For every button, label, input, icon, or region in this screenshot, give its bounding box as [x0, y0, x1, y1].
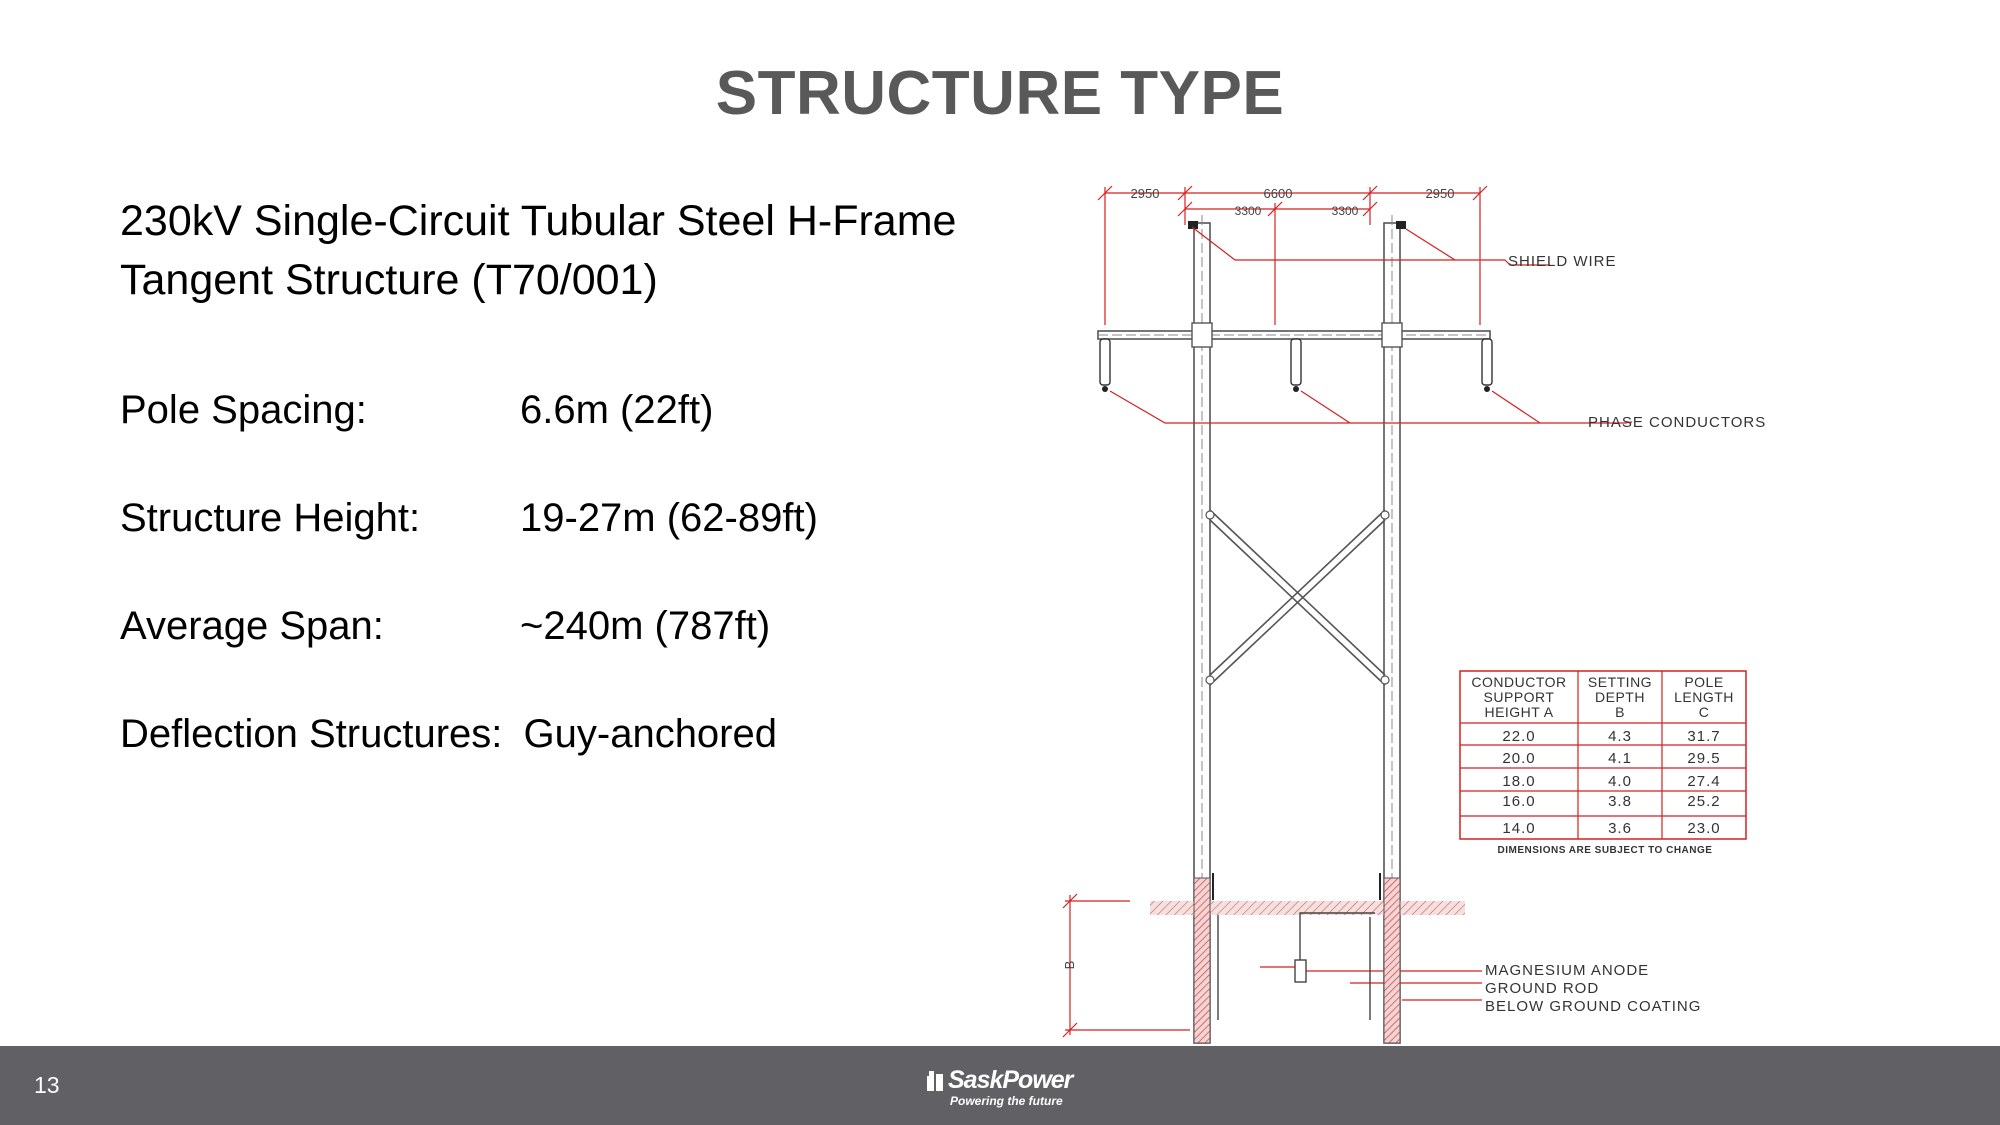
- setting-depth-dimension: [1063, 894, 1190, 1037]
- table-header: HEIGHT A: [1484, 704, 1554, 720]
- dim-label-half-left: 3300: [1234, 204, 1262, 218]
- callout-leaders: [1110, 227, 1632, 1000]
- dimension-table: [1460, 671, 1746, 839]
- depth-label-b: B: [1062, 960, 1077, 970]
- table-cell: 3.8: [1608, 793, 1632, 810]
- callout-ground-rod: GROUND ROD: [1485, 980, 1600, 997]
- table-cell: 31.7: [1687, 728, 1721, 745]
- shield-wire-clamps: [1188, 221, 1406, 229]
- spec-pole-spacing: [120, 388, 714, 433]
- spec-label: Average Span:: [120, 604, 384, 648]
- callout-phase-conductors: PHASE CONDUCTORS: [1588, 414, 1767, 431]
- spec-label: Deflection Structures:: [120, 712, 503, 756]
- table-cell: 22.0: [1502, 728, 1536, 745]
- table-header: B: [1615, 704, 1625, 720]
- magnesium-anode: [1295, 960, 1306, 982]
- footer-bar: [0, 1046, 2000, 1125]
- table-cell: 27.4: [1687, 773, 1721, 790]
- spec-value: 6.6m (22ft): [520, 388, 714, 432]
- spec-label: Pole Spacing:: [120, 388, 367, 432]
- table-cell: 25.2: [1687, 793, 1721, 810]
- structure-heading: [120, 192, 1020, 310]
- callout-shield-wire: SHIELD WIRE: [1508, 253, 1617, 270]
- table-header: C: [1698, 704, 1710, 720]
- table-cell: 18.0: [1502, 773, 1536, 790]
- table-cell: 14.0: [1502, 820, 1536, 837]
- spec-average-span: [120, 604, 771, 649]
- spec-value: ~240m (787ft): [520, 604, 771, 648]
- insulators: [1100, 339, 1492, 385]
- dim-label-center: 6600: [1263, 186, 1293, 201]
- h-frame-structure-drawing: [1050, 165, 1800, 1045]
- callout-magnesium-anode: MAGNESIUM ANODE: [1485, 962, 1650, 979]
- callout-below-ground-coating: BELOW GROUND COATING: [1485, 998, 1702, 1015]
- table-cell: 4.3: [1608, 728, 1632, 745]
- spec-structure-height: [120, 496, 818, 541]
- table-cell: 3.6: [1608, 820, 1632, 837]
- logo-wordmark: SaskPower: [948, 1066, 1073, 1094]
- x-bracing: [1210, 510, 1385, 685]
- dimension-lines: [1098, 186, 1487, 325]
- page-number: 13: [34, 1072, 60, 1098]
- heading-line-2: Tangent Structure (T70/001): [120, 256, 658, 304]
- spec-value: 19-27m (62-89ft): [520, 496, 818, 540]
- table-header: SUPPORT: [1483, 689, 1555, 705]
- table-header: SETTING: [1587, 674, 1653, 690]
- spec-deflection-structures: [120, 712, 777, 757]
- table-cell: 16.0: [1502, 793, 1536, 810]
- table-header: POLE: [1684, 674, 1724, 690]
- dim-label-left: 2950: [1130, 186, 1160, 201]
- table-header: CONDUCTOR: [1471, 674, 1567, 690]
- table-cell: 29.5: [1687, 750, 1721, 767]
- saskpower-logo: [922, 1068, 1082, 1114]
- table-header: DEPTH: [1595, 689, 1645, 705]
- table-cell: 4.0: [1608, 773, 1632, 790]
- dim-label-right: 2950: [1425, 186, 1455, 201]
- dim-label-half-right: 3300: [1331, 204, 1359, 218]
- slide-title: STRUCTURE TYPE: [715, 59, 1285, 128]
- table-cell: 4.1: [1608, 750, 1632, 767]
- logo-tagline: Powering the future: [950, 1094, 1063, 1108]
- table-header: LENGTH: [1674, 689, 1734, 705]
- spec-value: Guy-anchored: [523, 712, 777, 756]
- spec-label: Structure Height:: [120, 496, 421, 540]
- table-cell: 20.0: [1502, 750, 1536, 767]
- heading-line-1: 230kV Single-Circuit Tubular Steel H-Frame: [120, 197, 957, 245]
- saskpower-logo-icon: [926, 1070, 946, 1092]
- table-cell: 23.0: [1687, 820, 1721, 837]
- grounding: [1218, 913, 1375, 1020]
- table-note: DIMENSIONS ARE SUBJECT TO CHANGE: [1497, 845, 1713, 856]
